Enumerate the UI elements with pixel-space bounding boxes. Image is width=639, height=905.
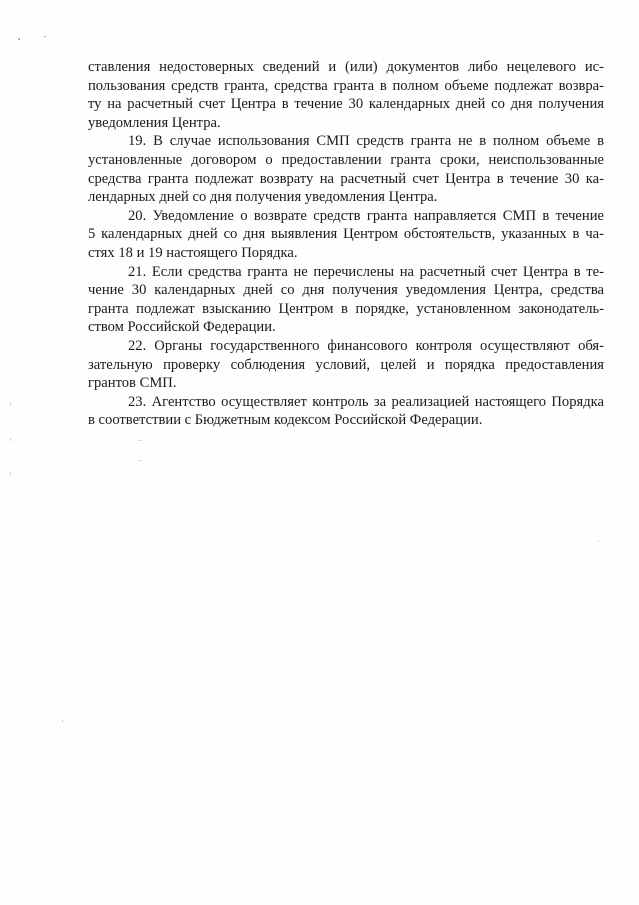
scan-speck	[44, 36, 46, 37]
scan-speck	[10, 438, 11, 441]
text-line: в соответствии с Бюджетным кодексом Российской Федерации.	[88, 412, 483, 429]
scan-speck	[10, 402, 11, 405]
paragraph-continuation	[88, 58, 604, 132]
scan-speck	[10, 472, 11, 475]
text-line: чение 30 календарных дней со дня получения уведомления Центра, средства	[88, 282, 604, 299]
paragraph-20	[88, 207, 604, 263]
text-line: ством Российской Федерации.	[88, 319, 276, 336]
paragraph-22	[88, 337, 604, 393]
text-line: ставления недостоверных сведений и (или) документов либо нецелевого ис-	[88, 59, 604, 75]
scan-speck	[598, 540, 599, 542]
paragraph-21	[88, 263, 604, 337]
text-line: зательную проверку соблюдения условий, целей и порядка предоставления	[88, 356, 604, 373]
text-line: 20. Уведомление о возврате средств гранта направляется СМП в течение	[128, 207, 604, 224]
text-line: пользования средств гранта, средства гранта в полном объеме подлежат возвра-	[88, 77, 604, 94]
scan-speck	[138, 440, 142, 441]
text-line: средства гранта подлежат возврату на расчетный счет Центра в течение 30 ка-	[88, 170, 604, 187]
scan-speck	[18, 38, 20, 40]
text-line: уведомления Центра.	[88, 114, 221, 131]
scan-speck	[138, 460, 142, 461]
text-line: 22. Органы государственного финансового контроля осуществляют обя-	[128, 337, 604, 354]
text-line: стях 18 и 19 настоящего Порядка.	[88, 244, 298, 261]
text-line: 23. Агентство осуществляет контроль за реализацией настоящего Порядка	[128, 393, 604, 410]
text-line: 5 календарных дней со дня выявления Центром обстоятельств, указанных в ча-	[88, 226, 604, 243]
text-line: гранта подлежат взысканию Центром в порядке, установленном законодатель-	[88, 300, 604, 317]
paragraph-23	[88, 393, 604, 430]
paragraph-19	[88, 132, 604, 206]
text-line: лендарных дней со дня получения уведомления Центра.	[88, 189, 438, 206]
scan-speck	[62, 720, 63, 722]
text-line: ту на расчетный счет Центра в течение 30 календарных дней со дня получения	[88, 96, 604, 113]
document-body	[88, 58, 604, 430]
text-line: установленные договором о предоставлении гранта сроки, неиспользованные	[88, 151, 604, 168]
text-line: 21. Если средства гранта не перечислены на расчетный счет Центра в те-	[128, 263, 604, 280]
text-line: 19. В случае использования СМП средств гранта не в полном объеме в	[128, 133, 604, 150]
text-line: грантов СМП.	[88, 375, 177, 392]
